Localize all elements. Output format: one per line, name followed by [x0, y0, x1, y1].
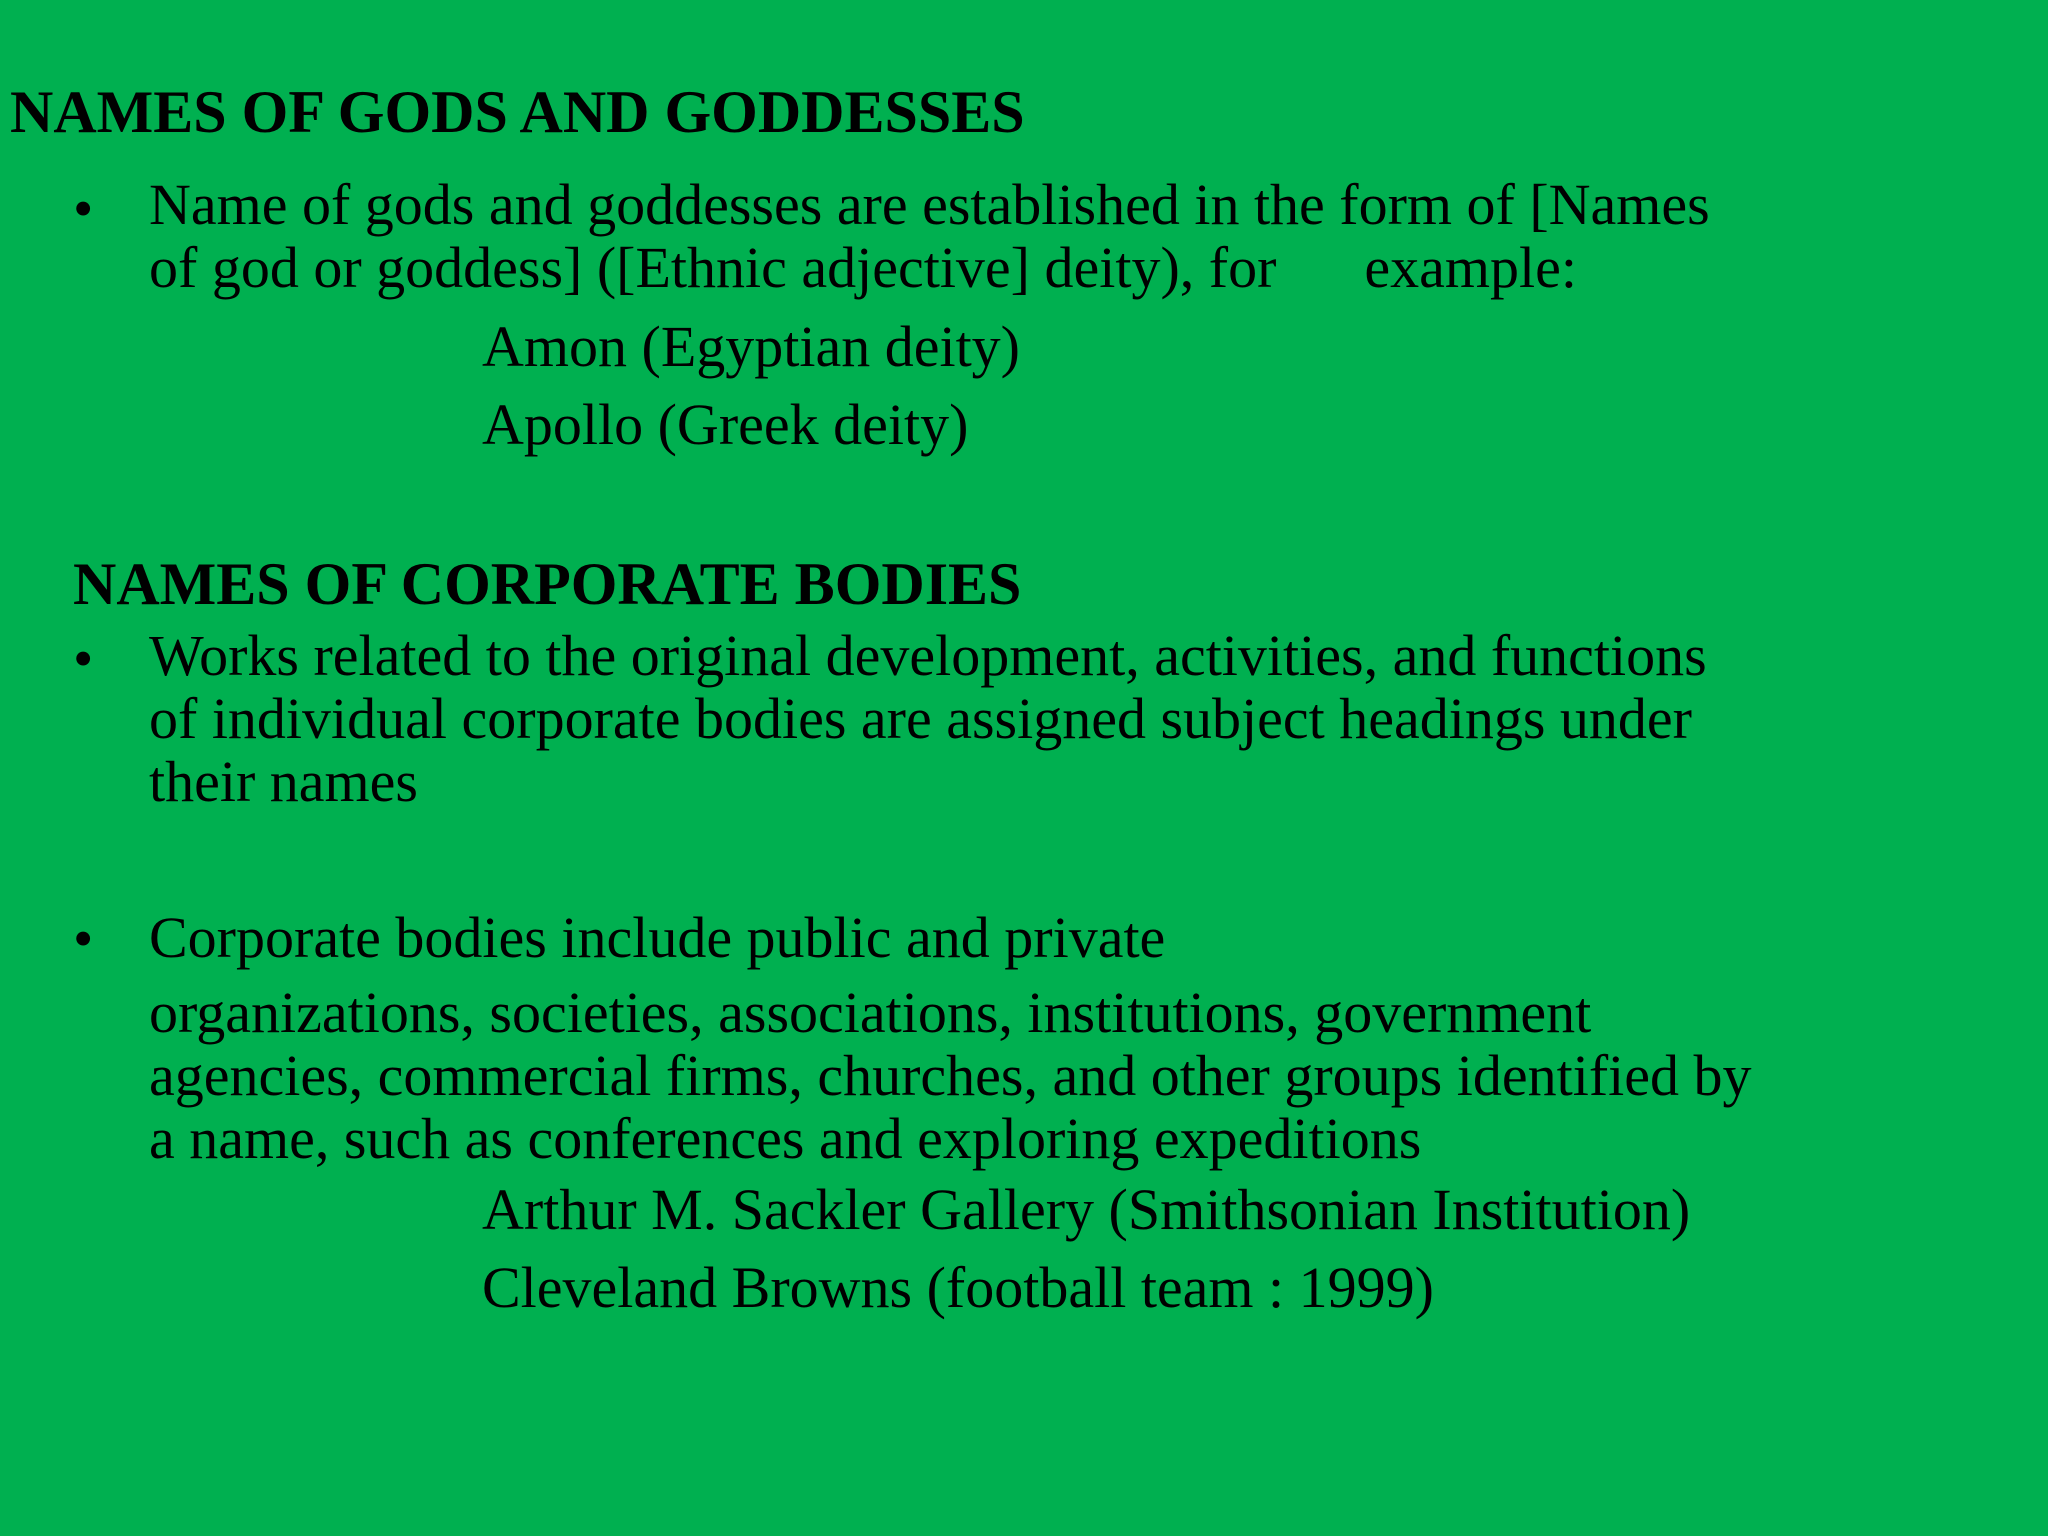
- heading-gods-goddesses: NAMES OF GODS AND GODDESSES: [10, 79, 1025, 145]
- example-sackler-gallery: Arthur M. Sackler Gallery (Smithsonian Institution): [482, 1177, 1691, 1242]
- bullet-glyph: •: [73, 906, 94, 971]
- bullet-glyph: •: [73, 176, 94, 241]
- bullet-gods-form: [149, 173, 2048, 299]
- bullet-corporate-include-continued: [149, 981, 2048, 1170]
- heading-corporate-bodies: NAMES OF CORPORATE BODIES: [73, 551, 1022, 617]
- bullet-line: Corporate bodies include public and private: [149, 905, 1166, 970]
- bullet-line: [149, 236, 2048, 299]
- bullet-line-part: example:: [1364, 235, 1577, 300]
- bullet-line: their names: [149, 749, 418, 814]
- bullet-line: of individual corporate bodies are assigned subject headings under: [149, 686, 1692, 751]
- bullet-glyph: •: [73, 626, 94, 691]
- bullet-works-related: [149, 624, 2048, 813]
- bullet-line: a name, such as conferences and exploring expeditions: [149, 1106, 1422, 1171]
- bullet-corporate-include: [149, 906, 2048, 969]
- bullet-line: organizations, societies, associations, institutions, government: [149, 980, 1592, 1045]
- bullet-line-part: of god or goddess] ([Ethnic adjective] deity), for: [149, 235, 1277, 300]
- example-cleveland-browns: Cleveland Browns (football team : 1999): [482, 1255, 1434, 1320]
- bullet-line: agencies, commercial firms, churches, and other groups identified by: [149, 1043, 1752, 1108]
- example-apollo: Apollo (Greek deity): [482, 392, 969, 457]
- bullet-line: Works related to the original development, activities, and functions: [149, 623, 1707, 688]
- bullet-line: Name of gods and goddesses are established in the form of [Names: [149, 172, 1710, 237]
- example-amon: Amon (Egyptian deity): [482, 314, 1021, 379]
